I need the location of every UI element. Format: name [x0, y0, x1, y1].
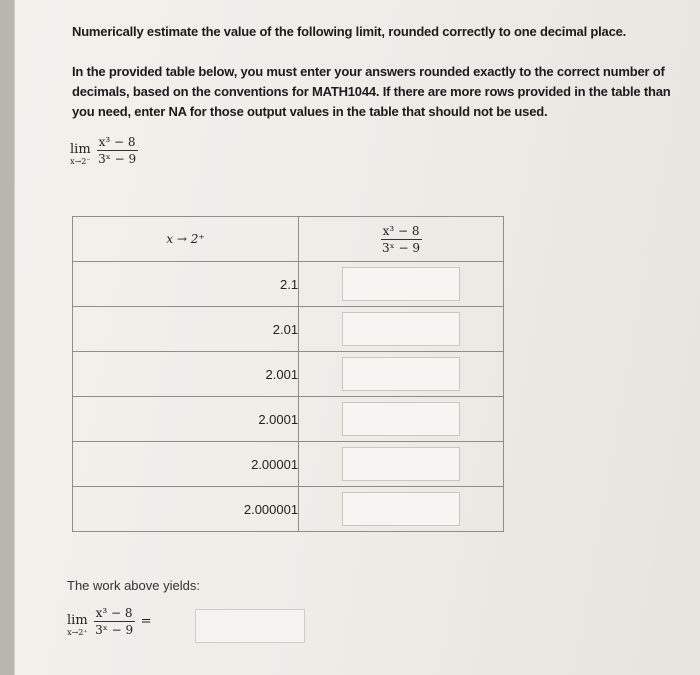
- answer-cell: [299, 262, 504, 307]
- instruction-text: Numerically estimate the value of the following limit, rounded correctly to one decimal place.: [72, 24, 627, 39]
- answer-cell: [299, 397, 504, 442]
- limit-word: lim: [67, 612, 88, 628]
- limit-word: lim: [70, 141, 91, 157]
- limit-expression-bottom: [67, 606, 151, 637]
- values-table: [72, 216, 504, 532]
- limit-fraction: [97, 135, 138, 166]
- instruction-paragraph: In the provided table below, you must enter your answers rounded exactly to the correct number of decimals, based on the conventions for MATH1044. If there are more rows provided in the table than you need, enter NA for those output values in the table that should not be used.: [72, 64, 671, 119]
- table-row: [73, 442, 504, 487]
- x-value: 2.001: [73, 352, 299, 397]
- work-label: The work above yields:: [67, 578, 200, 593]
- final-answer-input[interactable]: [195, 609, 305, 643]
- x-value: 2.1: [73, 262, 299, 307]
- x-column-header: x → 2⁺: [73, 217, 299, 262]
- answer-cell: [299, 307, 504, 352]
- table-row: [73, 262, 504, 307]
- question-sheet: [14, 0, 700, 675]
- table-row: [73, 352, 504, 397]
- answer-cell: [299, 352, 504, 397]
- x-value: 2.0001: [73, 397, 299, 442]
- table-header-row: [73, 217, 504, 262]
- table-row: [73, 397, 504, 442]
- answer-input[interactable]: [342, 447, 460, 481]
- limit-denominator: 3ˣ − 9: [95, 623, 134, 637]
- equals-sign: =: [140, 614, 152, 629]
- answer-input[interactable]: [342, 357, 460, 391]
- limit-expression-top: [70, 135, 138, 166]
- limit-numerator: x³ − 8: [98, 135, 136, 149]
- answer-input[interactable]: [342, 492, 460, 526]
- f-header-denominator: 3ˣ − 9: [382, 241, 421, 255]
- answer-input[interactable]: [342, 267, 460, 301]
- table-row: [73, 307, 504, 352]
- answer-input[interactable]: [342, 402, 460, 436]
- x-value: 2.01: [73, 307, 299, 352]
- limit-numerator: x³ − 8: [95, 606, 133, 620]
- f-header-numerator: x³ − 8: [382, 224, 420, 238]
- f-column-header: [299, 217, 504, 262]
- limit-denominator: 3ˣ − 9: [98, 152, 137, 166]
- limit-approach: x→2⁺: [67, 627, 88, 637]
- limit-approach: x→2⁻: [70, 156, 91, 166]
- answer-cell: [299, 442, 504, 487]
- answer-input[interactable]: [342, 312, 460, 346]
- limit-fraction: [94, 606, 135, 637]
- x-value: 2.000001: [73, 487, 299, 532]
- answer-cell: [299, 487, 504, 532]
- table-row: [73, 487, 504, 532]
- x-value: 2.00001: [73, 442, 299, 487]
